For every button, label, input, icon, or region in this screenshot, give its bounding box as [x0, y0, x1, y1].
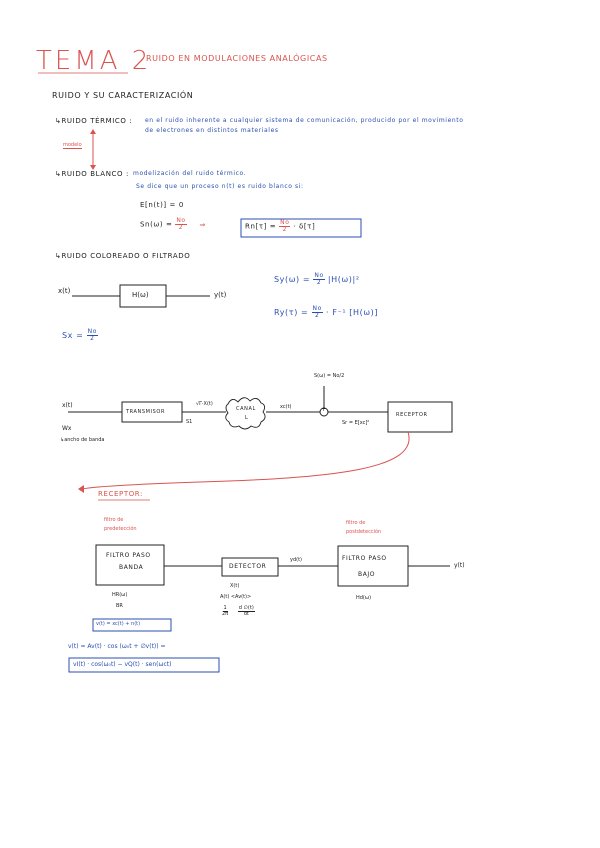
- receptor-curve: [82, 432, 409, 489]
- modelo-arrowhead-up: [90, 129, 96, 134]
- tx-signal-label: √Γ·X(t): [196, 401, 213, 407]
- hr-label: HR(ω): [112, 592, 128, 598]
- br-label: BR: [116, 603, 123, 609]
- eq-sx: Sx = $\frac{No}{2}$: [62, 328, 97, 342]
- detector-label: DETECTOR: [229, 563, 267, 570]
- derivative-expression: $\frac{1}{2\pi}$ $\frac{d \emptyset(t)}{dt}$: [222, 605, 254, 617]
- channel-label: CANAL: [236, 406, 256, 412]
- section-heading-ruido: RUIDO Y SU CARACTERIZACIÓN: [52, 91, 194, 100]
- page-title: TEMA 2: [36, 46, 152, 76]
- termico-text-1: en el ruido inherente a cualquier sistema de comunicación, producido por el movimiento: [145, 117, 464, 124]
- xt-label: X(t): [230, 583, 240, 589]
- post-filter-label-1: filtro de: [346, 520, 366, 526]
- blanco-bullet-icon: ↳: [55, 170, 62, 178]
- vt-iq-eq: vI(t) · cos(ω₀t) − vQ(t) · sen(ωct): [73, 661, 172, 668]
- channel-cloud: [226, 398, 265, 429]
- coloreado-bullet-icon: ↳: [55, 252, 62, 260]
- s1-label: S1: [186, 419, 193, 425]
- bandwidth-symbol: Wx: [62, 425, 72, 432]
- sum-symbol: +: [321, 406, 327, 413]
- eq-ry: Ry(τ) = $\frac{No}{2}$ · F⁻¹ [H(ω)]: [274, 305, 379, 319]
- bpf-label-1: FILTRO PASO: [106, 552, 151, 559]
- transmitter-label: TRANSMISOR: [126, 409, 166, 415]
- receiver-label: RECEPTOR: [396, 412, 428, 418]
- filter-label: H(ω): [132, 291, 149, 299]
- lpf-box: [338, 546, 408, 586]
- yd-label: yd(t): [290, 557, 302, 563]
- hd-label: Hd(ω): [356, 595, 372, 601]
- receptor-curve-arrowhead: [78, 485, 84, 493]
- pre-filter-label-2: predetección: [104, 526, 137, 532]
- filter-output-label: y(t): [214, 291, 227, 299]
- blanco-definition: Se dice que un proceso n(t) es ruido blanco si:: [136, 183, 304, 190]
- termico-text-2: de electrones en distintos materiales: [145, 127, 279, 134]
- lpf-label-2: BAJO: [358, 571, 376, 578]
- receptor-heading: RECEPTOR:: [98, 490, 144, 498]
- bandwidth-note: ↳ancho de banda: [60, 437, 105, 443]
- channel-loss-label: L: [245, 415, 248, 421]
- vt-polar-eq: v(t) = Av(t) · cos (ω₀t + ∅v(t)) =: [68, 643, 166, 650]
- lpf-label-1: FILTRO PASO: [342, 555, 387, 562]
- noise-psd-label: S(ω) = No/2: [314, 373, 345, 379]
- bandwidth-arrow-icon: ↳: [60, 437, 65, 443]
- blanco-text: modelización del ruido térmico.: [133, 170, 247, 177]
- vt-boxed-eq: v(t) = xc(t) + n(t): [96, 621, 141, 627]
- eq-mean: E[n(t)] = 0: [140, 201, 184, 209]
- receiver-output-label: y(t): [454, 562, 465, 569]
- coloreado-heading: ↳RUIDO COLOREADO O FILTRADO: [55, 252, 191, 260]
- page-subtitle: RUIDO EN MODULACIONES ANALÓGICAS: [146, 54, 328, 63]
- xc-label: xc(t): [280, 404, 292, 410]
- system-input-label: x(t): [62, 402, 73, 409]
- termico-bullet-icon: ↳: [55, 117, 62, 125]
- eq-rn: Rn[τ] = $\frac{No}{2}$ · δ[τ]: [245, 219, 316, 233]
- post-filter-label-2: postdetección: [346, 529, 382, 535]
- filter-input-label: x(t): [58, 287, 71, 295]
- eq-sn: Sn(ω) = $\frac{No}{2}$ ⇒: [140, 217, 206, 231]
- implies-arrow-icon: ⇒: [199, 220, 206, 229]
- modelo-label: modelo: [63, 142, 82, 148]
- received-power-label: Sr = E[xc]²: [342, 420, 370, 426]
- at-label: A(t) <Av(t)>: [220, 594, 252, 600]
- eq-sy: Sy(ω) = $\frac{No}{2}$ |H(ω)|²: [274, 272, 360, 286]
- termico-label: ↳RUIDO TÉRMICO :: [55, 117, 133, 125]
- pre-filter-label-1: filtro de: [104, 517, 124, 523]
- blanco-label: ↳RUIDO BLANCO :: [55, 170, 129, 178]
- bpf-label-2: BANDA: [119, 564, 144, 571]
